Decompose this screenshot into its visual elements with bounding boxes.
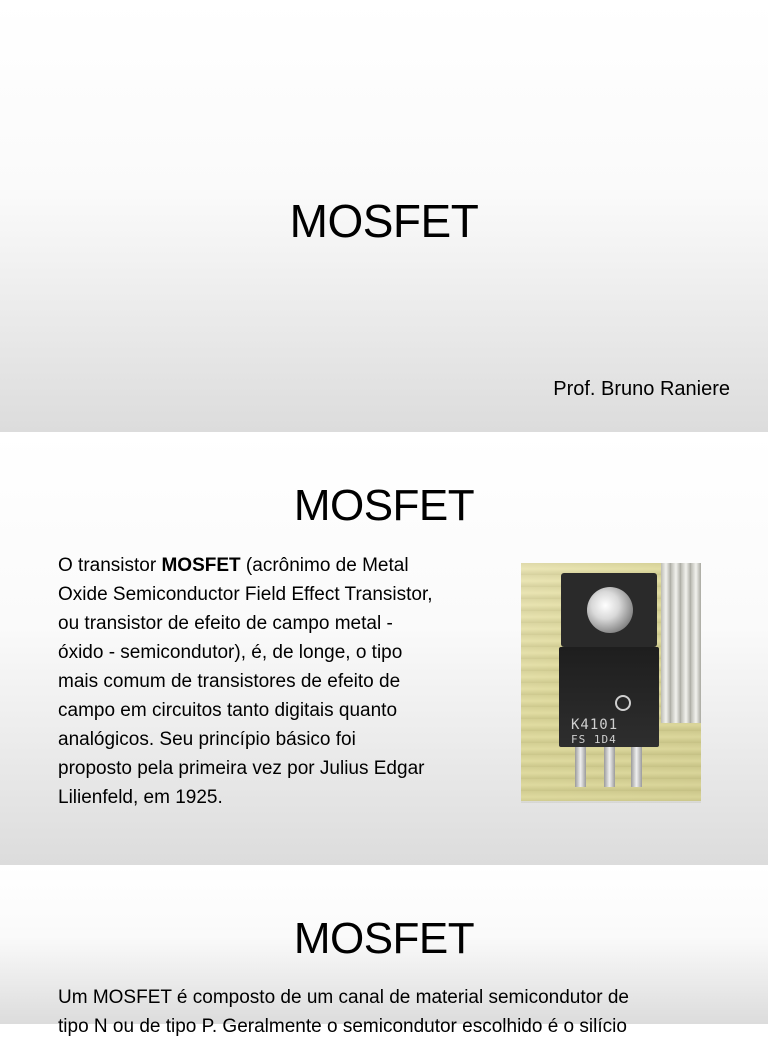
mounting-screw	[587, 587, 633, 633]
author-subtitle: Prof. Bruno Raniere	[553, 378, 730, 400]
paragraph-line-7: analógicos. Seu princípio básico foi	[58, 729, 356, 750]
slide-2-paragraph	[58, 551, 494, 812]
paragraph-line-1	[58, 551, 494, 580]
paragraph-line-5: mais comum de transistores de efeito de	[58, 671, 401, 692]
slide-3-title: MOSFET	[293, 914, 475, 963]
manufacturer-logo-icon	[615, 695, 631, 711]
slide-2-title: MOSFET	[293, 481, 475, 530]
mosfet-bold-term: MOSFET	[161, 555, 241, 576]
slide-3-paragraph	[58, 983, 738, 1041]
paragraph-line-3: ou transistor de efeito de campo metal -	[58, 613, 393, 634]
slide-1-title: MOSFET	[289, 195, 479, 247]
transistor-leg-2	[604, 747, 615, 787]
paragraph-line-6: campo em circuitos tanto digitais quanto	[58, 700, 398, 721]
heatsink-fins	[661, 563, 701, 723]
mosfet-photo	[521, 563, 701, 801]
slide-composition	[0, 865, 768, 1037]
line-1-pre: O transistor	[58, 555, 162, 576]
part-marking-line-2: FS 1D4	[571, 733, 617, 746]
slide-definition	[0, 432, 768, 865]
transistor-leg-3	[631, 747, 642, 787]
paragraph-line-9: Lilienfeld, em 1925.	[58, 787, 223, 808]
part-marking-line-1: K4101	[571, 717, 619, 733]
paragraph-line-4: óxido - semicondutor), é, de longe, o tipo	[58, 642, 403, 663]
transistor-leg-1	[575, 747, 586, 787]
line-1-post: (acrônimo de Metal	[240, 555, 409, 576]
slide-title-page	[0, 0, 768, 432]
paragraph-line-8: proposto pela primeira vez por Julius Edgar	[58, 758, 425, 779]
paragraph-line-2: tipo N ou de tipo P. Geralmente o semicondutor escolhido é o silício	[58, 1016, 627, 1037]
paragraph-line-2: Oxide Semiconductor Field Effect Transistor,	[58, 584, 433, 605]
paragraph-line-1: Um MOSFET é composto de um canal de material semicondutor de	[58, 987, 629, 1008]
